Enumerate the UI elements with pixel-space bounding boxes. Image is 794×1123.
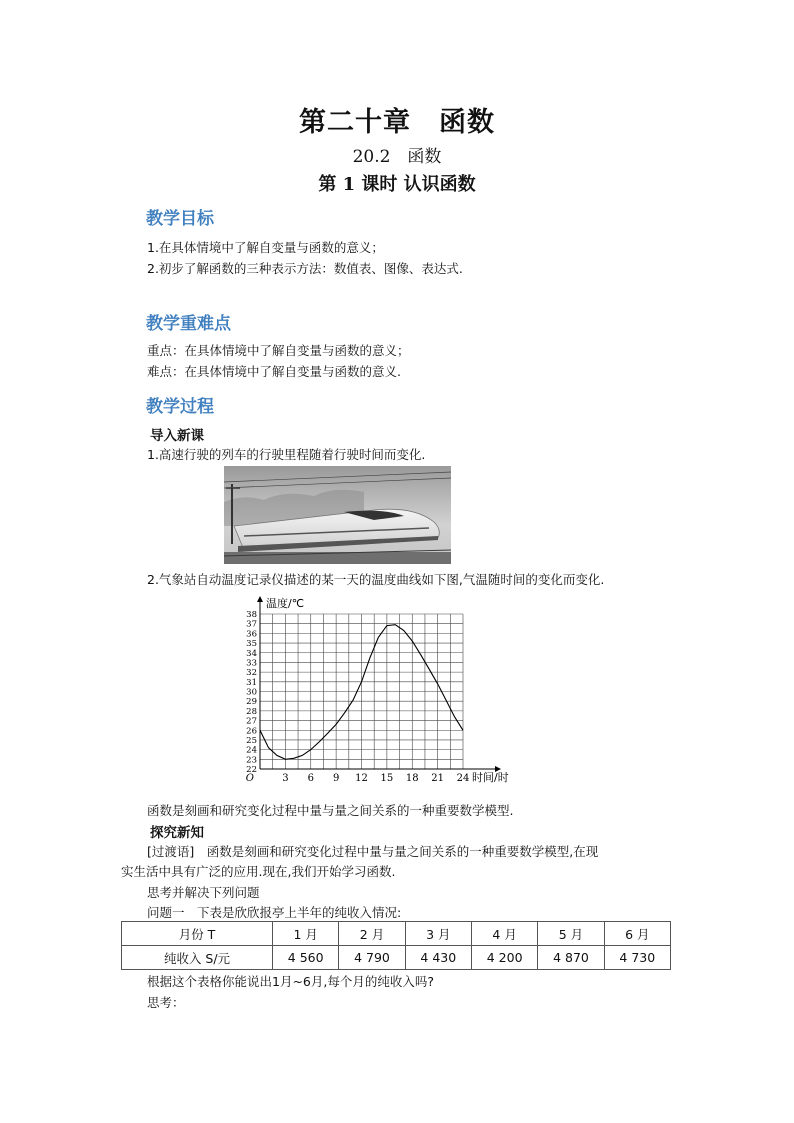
x-tick-label: 6	[307, 773, 314, 784]
explore-heading: 探究新知	[150, 825, 204, 841]
y-tick-label: 34	[246, 648, 257, 659]
key-point-1: 重点：在具体情境中了解自变量与函数的意义；	[147, 343, 410, 358]
chapter-title: 第二十章 函数	[299, 107, 495, 138]
x-tick-label: 12	[355, 773, 368, 784]
table-cell: 4 200	[471, 946, 537, 970]
table-cell: 纯收入 S/元	[122, 946, 273, 970]
ask-text: 根据这个表格你能说出1月~6月,每个月的纯收入吗?	[147, 974, 434, 989]
model-text: 函数是刻画和研究变化过程中量与量之间关系的一种重要数学模型.	[147, 803, 514, 818]
table-header-cell: 3 月	[405, 922, 471, 946]
x-tick-label: 24	[456, 773, 470, 784]
x-tick-label: 3	[282, 773, 289, 784]
table-row	[122, 922, 671, 946]
y-tick-label: 32	[246, 668, 257, 679]
y-tick-label: 23	[246, 755, 257, 766]
intro-heading: 导入新课	[150, 428, 204, 444]
x-axis-label: 时间/时	[472, 771, 509, 784]
goal-item-1: 1.在具体情境中了解自变量与函数的意义；	[147, 240, 384, 255]
temperature-chart	[238, 592, 528, 784]
table-header-cell: 2 月	[339, 922, 405, 946]
table-cell: 4 560	[273, 946, 339, 970]
y-tick-label: 29	[246, 697, 257, 708]
y-tick-label: 31	[246, 677, 257, 688]
origin-label: O	[245, 773, 254, 784]
key-point-2: 难点：在具体情境中了解自变量与函数的意义.	[147, 364, 401, 379]
income-table	[121, 921, 671, 970]
table-cell: 4 430	[405, 946, 471, 970]
heading-key-points: 教学重难点	[146, 314, 231, 334]
y-tick-label: 22	[246, 765, 257, 775]
table-header-cell: 6 月	[604, 922, 670, 946]
section-number: 20.2 函数	[352, 147, 442, 167]
y-tick-label: 28	[246, 706, 257, 717]
y-tick-label: 27	[246, 716, 257, 727]
y-axis-arrow	[257, 596, 263, 602]
transition-line-1: [过渡语] 函数是刻画和研究变化过程中量与量之间关系的一种重要数学模型,在现	[147, 844, 599, 859]
table-cell: 4 730	[604, 946, 670, 970]
y-tick-label: 33	[246, 658, 257, 669]
process-item-1: 1.高速行驶的列车的行驶里程随着行驶时间而变化.	[147, 447, 426, 462]
table-row	[122, 946, 671, 970]
y-tick-label: 24	[246, 745, 257, 756]
table-header-cell: 5 月	[538, 922, 604, 946]
process-item-2: 2.气象站自动温度记录仪描述的某一天的温度曲线如下图,气温随时间的变化而变化.	[147, 572, 605, 587]
think-solve: 思考并解决下列问题	[147, 885, 260, 900]
x-tick-label: 15	[380, 773, 394, 784]
transition-line-2: 实生活中具有广泛的应用.现在,我们开始学习函数.	[121, 864, 396, 879]
table-cell: 4 870	[538, 946, 604, 970]
y-tick-label: 37	[246, 619, 257, 630]
heading-goals: 教学目标	[146, 209, 214, 229]
x-tick-label: 9	[332, 773, 340, 784]
heading-process: 教学过程	[146, 397, 214, 417]
train-photo	[224, 466, 451, 564]
y-tick-label: 25	[246, 735, 257, 746]
y-tick-label: 26	[246, 726, 257, 737]
table-header-cell: 1 月	[273, 922, 339, 946]
think-text: 思考：	[147, 995, 185, 1010]
table-header-cell: 月份 T	[122, 922, 273, 946]
y-tick-label: 35	[246, 639, 257, 650]
lesson-title: 第 1 课时 认识函数	[318, 174, 476, 195]
x-tick-label: 18	[405, 773, 419, 784]
table-cell: 4 790	[339, 946, 405, 970]
y-tick-label: 36	[246, 629, 257, 640]
y-tick-label: 30	[246, 687, 257, 698]
question-1: 问题一 下表是欣欣报亭上半年的纯收入情况:	[147, 905, 402, 920]
y-axis-label: 温度/℃	[266, 597, 305, 610]
x-tick-label: 21	[431, 773, 444, 784]
table-header-cell: 4 月	[471, 922, 537, 946]
goal-item-2: 2.初步了解函数的三种表示方法：数值表、图像、表达式.	[147, 261, 463, 276]
y-tick-label: 38	[246, 610, 257, 620]
